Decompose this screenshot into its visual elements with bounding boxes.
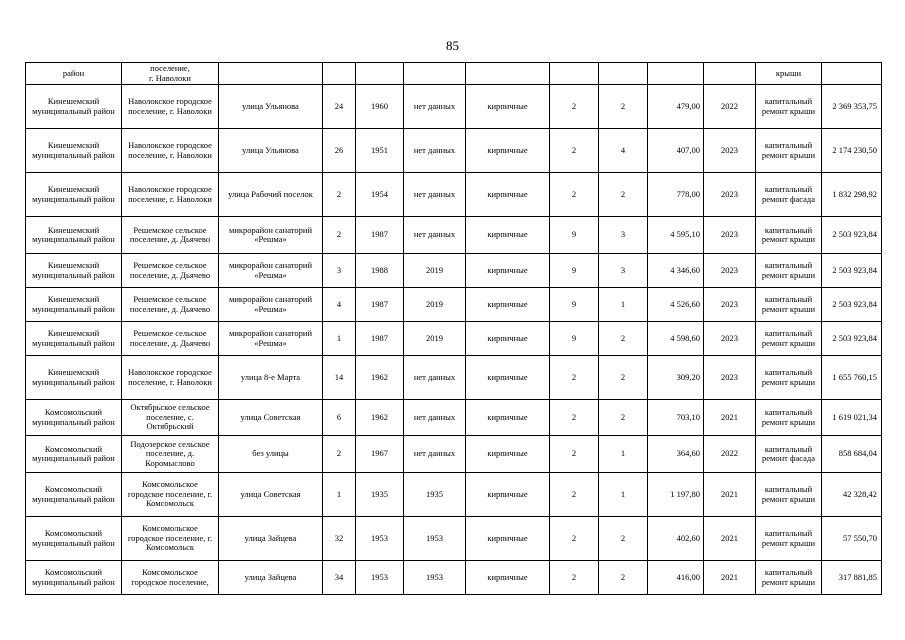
cell-entrances: 2 <box>599 173 648 217</box>
cell-year-repair: нет данных <box>404 400 466 436</box>
cell-year-repair: 2019 <box>404 322 466 356</box>
cell-year-repair: нет данных <box>404 173 466 217</box>
cell-floors: 9 <box>550 254 599 288</box>
cell-year-repair: нет данных <box>404 85 466 129</box>
cell-work: капитальный ремонт крыши <box>756 85 822 129</box>
cell-year-built: 1962 <box>356 400 404 436</box>
cell-material: кирпичные <box>466 436 550 473</box>
table-row <box>26 561 882 595</box>
cell-entrances: 1 <box>599 473 648 517</box>
cell-cost: 1 655 760,15 <box>822 356 882 400</box>
cell-material: кирпичные <box>466 400 550 436</box>
cell-settlement: Решемское сельское поселение, д. Дьячево <box>122 254 219 288</box>
cell-house: 2 <box>323 217 356 254</box>
cell-municipality: Кинешемский муниципальный район <box>26 254 122 288</box>
table-row <box>26 473 882 517</box>
cell-floors: 9 <box>550 288 599 322</box>
cell-area: 703,10 <box>648 400 704 436</box>
cell-house: 2 <box>323 436 356 473</box>
cell-floors: 2 <box>550 173 599 217</box>
cell-material: кирпичные <box>466 322 550 356</box>
cell-floors: 2 <box>550 129 599 173</box>
cell-street: улица Ульянова <box>219 129 323 173</box>
cell-work: капитальный ремонт фасада <box>756 173 822 217</box>
table-row <box>26 322 882 356</box>
cell-material: кирпичные <box>466 129 550 173</box>
cell-area: 407,00 <box>648 129 704 173</box>
cell-plan-year: 2023 <box>704 129 756 173</box>
cell-plan-year: 2022 <box>704 85 756 129</box>
cell-settlement: Комсомольское городское поселение, г. Комсомольск <box>122 473 219 517</box>
cell-street: улица Советская <box>219 400 323 436</box>
cell-material: кирпичные <box>466 561 550 595</box>
cell-cost: 57 550,70 <box>822 517 882 561</box>
cell-area: 4 346,60 <box>648 254 704 288</box>
cell-municipality: Кинешемский муниципальный район <box>26 288 122 322</box>
cell-house: 4 <box>323 288 356 322</box>
cell-municipality: Кинешемский муниципальный район <box>26 129 122 173</box>
cell-year-built: 1960 <box>356 85 404 129</box>
cell-settlement: Наволокское городское поселение, г. Наволоки <box>122 173 219 217</box>
cell-floors: 2 <box>550 85 599 129</box>
cell-municipality: Комсомольский муниципальный район <box>26 400 122 436</box>
cell-plan-year: 2023 <box>704 356 756 400</box>
cell-entrances: 1 <box>599 288 648 322</box>
cell-entrances: 2 <box>599 85 648 129</box>
cell-work: капитальный ремонт крыши <box>756 322 822 356</box>
cell-work: капитальный ремонт крыши <box>756 356 822 400</box>
cell-municipality: Комсомольский муниципальный район <box>26 436 122 473</box>
cell-year-repair: 1953 <box>404 561 466 595</box>
cell-year-built: 1935 <box>356 473 404 517</box>
cell-cost: 42 328,42 <box>822 473 882 517</box>
cell-house: 34 <box>323 561 356 595</box>
cell-street: микрорайон санаторий «Решма» <box>219 254 323 288</box>
cell-house: 6 <box>323 400 356 436</box>
table-row <box>26 288 882 322</box>
cell-municipality: Комсомольский муниципальный район <box>26 473 122 517</box>
cell-settlement: Комсомольское городское поселение, <box>122 561 219 595</box>
cell-settlement: Наволокское городское поселение, г. Наволоки <box>122 129 219 173</box>
cell-floors: 9 <box>550 322 599 356</box>
cell-work: крыши <box>756 63 822 85</box>
cell-entrances: 3 <box>599 217 648 254</box>
cell-municipality: Кинешемский муниципальный район <box>26 85 122 129</box>
cell-year-repair: нет данных <box>404 217 466 254</box>
cell-settlement: Наволокское городское поселение, г. Наволоки <box>122 356 219 400</box>
cell-area: 416,00 <box>648 561 704 595</box>
cell-house: 14 <box>323 356 356 400</box>
table-row-fragment <box>26 63 882 85</box>
cell-area: 4 598,60 <box>648 322 704 356</box>
cell-settlement: Подозерское сельское поселение, д. Коромыслово <box>122 436 219 473</box>
cell-work: капитальный ремонт крыши <box>756 288 822 322</box>
table-row <box>26 254 882 288</box>
cell-year-built: 1954 <box>356 173 404 217</box>
cell-entrances: 2 <box>599 356 648 400</box>
cell-area: 479,00 <box>648 85 704 129</box>
table-row <box>26 400 882 436</box>
cell-plan-year: 2021 <box>704 400 756 436</box>
cell-cost: 2 369 353,75 <box>822 85 882 129</box>
cell-year-built: 1953 <box>356 517 404 561</box>
table-row <box>26 356 882 400</box>
cell-street: микрорайон санаторий «Решма» <box>219 288 323 322</box>
cell-settlement: Решемское сельское поселение, д. Дьячево <box>122 217 219 254</box>
cell-entrances: 2 <box>599 400 648 436</box>
cell-floors: 2 <box>550 517 599 561</box>
cell-house: 1 <box>323 322 356 356</box>
table-row <box>26 85 882 129</box>
cell-entrances: 2 <box>599 517 648 561</box>
cell-entrances: 4 <box>599 129 648 173</box>
cell-cost: 1 832 298,92 <box>822 173 882 217</box>
cell-municipality: Комсомольский муниципальный район <box>26 517 122 561</box>
cell-cost: 2 503 923,84 <box>822 288 882 322</box>
cell-floors: 2 <box>550 436 599 473</box>
cell-municipality: район <box>26 63 122 85</box>
cell-cost: 2 174 230,50 <box>822 129 882 173</box>
cell-year-repair: 1953 <box>404 517 466 561</box>
cell-area: 364,60 <box>648 436 704 473</box>
cell-material: кирпичные <box>466 288 550 322</box>
table-row <box>26 173 882 217</box>
cell-entrances: 2 <box>599 561 648 595</box>
cell-year-built: 1962 <box>356 356 404 400</box>
cell-municipality: Кинешемский муниципальный район <box>26 217 122 254</box>
cell-material: кирпичные <box>466 517 550 561</box>
cell-plan-year: 2023 <box>704 322 756 356</box>
cell-cost: 858 684,04 <box>822 436 882 473</box>
housing-repair-table <box>25 62 882 595</box>
cell-street: улица Советская <box>219 473 323 517</box>
cell-floors: 2 <box>550 400 599 436</box>
cell-plan-year: 2023 <box>704 288 756 322</box>
cell-year-repair: 2019 <box>404 288 466 322</box>
cell-plan-year: 2023 <box>704 173 756 217</box>
cell-municipality: Кинешемский муниципальный район <box>26 322 122 356</box>
cell-year-built: 1951 <box>356 129 404 173</box>
table-row <box>26 129 882 173</box>
cell-settlement: Решемское сельское поселение, д. Дьячево <box>122 288 219 322</box>
cell-settlement: Решемское сельское поселение, д. Дьячево <box>122 322 219 356</box>
cell-cost: 2 503 923,84 <box>822 254 882 288</box>
cell-cost: 2 503 923,84 <box>822 322 882 356</box>
cell-plan-year: 2023 <box>704 254 756 288</box>
cell-year-built: 1967 <box>356 436 404 473</box>
cell-year-built: 1953 <box>356 561 404 595</box>
cell-street: улица Ульянова <box>219 85 323 129</box>
cell-material: кирпичные <box>466 173 550 217</box>
cell-floors: 9 <box>550 217 599 254</box>
cell-material: кирпичные <box>466 254 550 288</box>
cell-work: капитальный ремонт крыши <box>756 217 822 254</box>
cell-year-built: 1987 <box>356 217 404 254</box>
cell-street: микрорайон санаторий «Решма» <box>219 217 323 254</box>
cell-area: 1 197,80 <box>648 473 704 517</box>
cell-year-built: 1987 <box>356 322 404 356</box>
cell-street: улица Рабочий поселок <box>219 173 323 217</box>
cell-year-repair: 1935 <box>404 473 466 517</box>
cell-year-repair: нет данных <box>404 356 466 400</box>
cell-plan-year: 2021 <box>704 517 756 561</box>
cell-plan-year: 2023 <box>704 217 756 254</box>
cell-area: 4 595,10 <box>648 217 704 254</box>
cell-entrances: 1 <box>599 436 648 473</box>
cell-plan-year: 2021 <box>704 473 756 517</box>
cell-house: 3 <box>323 254 356 288</box>
cell-street: улица 8-е Марта <box>219 356 323 400</box>
cell-work: капитальный ремонт крыши <box>756 254 822 288</box>
cell-cost: 1 619 021,34 <box>822 400 882 436</box>
cell-area: 778,00 <box>648 173 704 217</box>
cell-plan-year: 2021 <box>704 561 756 595</box>
cell-entrances: 2 <box>599 322 648 356</box>
cell-street: улица Зайцева <box>219 561 323 595</box>
cell-work: капитальный ремонт крыши <box>756 561 822 595</box>
page-number: 85 <box>446 38 459 53</box>
cell-municipality: Комсомольский муниципальный район <box>26 561 122 595</box>
cell-work: капитальный ремонт крыши <box>756 473 822 517</box>
cell-work: капитальный ремонт крыши <box>756 129 822 173</box>
table-row <box>26 517 882 561</box>
cell-settlement: Октябрьское сельское поселение, с. Октябрьский <box>122 400 219 436</box>
cell-area: 309,20 <box>648 356 704 400</box>
cell-material: кирпичные <box>466 85 550 129</box>
cell-settlement: Наволокское городское поселение, г. Наволоки <box>122 85 219 129</box>
cell-cost: 317 881,85 <box>822 561 882 595</box>
cell-street: микрорайон санаторий «Решма» <box>219 322 323 356</box>
cell-municipality: Кинешемский муниципальный район <box>26 356 122 400</box>
cell-year-built: 1988 <box>356 254 404 288</box>
cell-material: кирпичные <box>466 217 550 254</box>
cell-municipality: Кинешемский муниципальный район <box>26 173 122 217</box>
cell-street: без улицы <box>219 436 323 473</box>
cell-year-repair: нет данных <box>404 129 466 173</box>
cell-house: 26 <box>323 129 356 173</box>
cell-settlement: поселение, г. Наволоки <box>122 63 219 85</box>
cell-house: 24 <box>323 85 356 129</box>
cell-material: кирпичные <box>466 356 550 400</box>
table-row <box>26 217 882 254</box>
cell-street: улица Зайцева <box>219 517 323 561</box>
cell-work: капитальный ремонт крыши <box>756 400 822 436</box>
cell-year-built: 1987 <box>356 288 404 322</box>
cell-area: 4 526,60 <box>648 288 704 322</box>
cell-plan-year: 2022 <box>704 436 756 473</box>
cell-area: 402,60 <box>648 517 704 561</box>
cell-settlement: Комсомольское городское поселение, г. Комсомольск <box>122 517 219 561</box>
cell-entrances: 3 <box>599 254 648 288</box>
cell-work: капитальный ремонт фасада <box>756 436 822 473</box>
cell-house: 32 <box>323 517 356 561</box>
cell-floors: 2 <box>550 473 599 517</box>
cell-floors: 2 <box>550 356 599 400</box>
cell-material: кирпичные <box>466 473 550 517</box>
cell-house: 1 <box>323 473 356 517</box>
cell-work: капитальный ремонт крыши <box>756 517 822 561</box>
cell-house: 2 <box>323 173 356 217</box>
cell-year-repair: нет данных <box>404 436 466 473</box>
cell-floors: 2 <box>550 561 599 595</box>
cell-cost: 2 503 923,84 <box>822 217 882 254</box>
table-row <box>26 436 882 473</box>
cell-year-repair: 2019 <box>404 254 466 288</box>
